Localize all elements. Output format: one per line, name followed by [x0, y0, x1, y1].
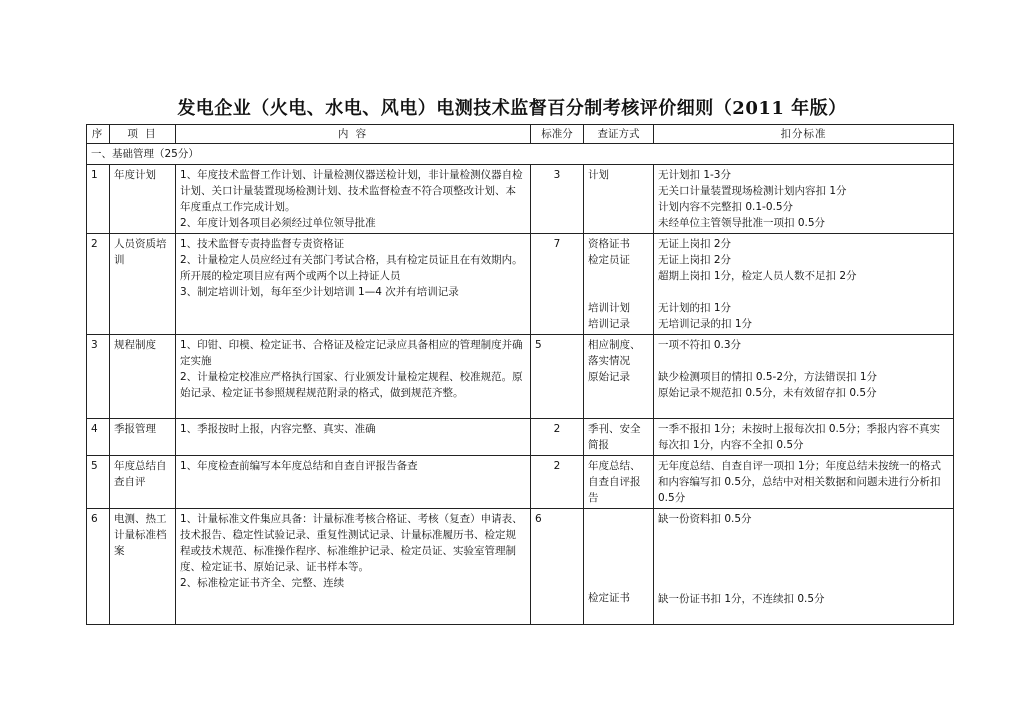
content-line: 2、计量检定校准应严格执行国家、行业颁发计量检定规程、校准规范。原始记录、检定证书参照规程规范附录的格式，做到规范齐整。	[180, 371, 523, 399]
row-content	[176, 419, 531, 456]
row-score: 5	[531, 335, 584, 419]
method-line: 培训记录	[588, 318, 630, 330]
row-method	[584, 509, 654, 625]
method-line: 计划	[588, 169, 609, 181]
row-seq: 5	[87, 456, 110, 509]
row-score: 7	[531, 234, 584, 335]
row-score: 3	[531, 165, 584, 234]
table-row	[87, 419, 954, 456]
row-method	[584, 165, 654, 234]
table-row	[87, 234, 954, 335]
content-line: 1、季报按时上报，内容完整、真实、准确	[180, 423, 376, 435]
method-line: 季刊、安全简报	[588, 423, 641, 451]
row-score: 2	[531, 456, 584, 509]
evaluation-table	[86, 124, 954, 625]
content-line: 1、技术监督专责持监督专责资格证	[180, 238, 345, 250]
deduct-line: 计划内容不完整扣 0.1-0.5分	[658, 201, 794, 213]
header-content: 内 容	[176, 125, 531, 144]
method-line: 年度总结、自查自评报告	[588, 460, 641, 504]
method-line: 资格证书	[588, 238, 630, 250]
row-item: 人员资质培训	[110, 234, 176, 335]
table-row	[87, 335, 954, 419]
content-line: 1、计量标准文件集应具备：计量标准考核合格证、考核（复查）申请表、技术报告、稳定性试验记录、重复性测试记录、计量标准履历书、检定规程或技术规范、标准操作程序、标准维护记录、检定员证、实验室管理制度、检定证书、原始记录、证书样本等。	[180, 513, 523, 573]
deduct-line: 无证上岗扣 2分	[658, 238, 732, 250]
row-score: 6	[531, 509, 584, 625]
content-line: 2、标准检定证书齐全、完整、连续	[180, 577, 345, 589]
method-line: 培训计划	[588, 302, 630, 314]
table-row	[87, 509, 954, 625]
content-line: 3、制定培训计划，每年至少计划培训 1—4 次并有培训记录	[180, 286, 459, 298]
method-line: 相应制度、落实情况	[588, 339, 641, 367]
deduct-line: 原始记录不规范扣 0.5分，未有效留存扣 0.5分	[658, 387, 877, 399]
row-deduct	[654, 234, 954, 335]
deduct-line: 一项不符扣 0.3分	[658, 339, 742, 351]
method-line: 检定员证	[588, 254, 630, 266]
row-deduct	[654, 509, 954, 625]
deduct-line: 无培训记录的扣 1分	[658, 318, 753, 330]
row-deduct	[654, 335, 954, 419]
row-method	[584, 234, 654, 335]
content-line: 1、年度检查前编写本年度总结和自查自评报告备查	[180, 460, 418, 472]
row-seq: 2	[87, 234, 110, 335]
row-method	[584, 456, 654, 509]
row-seq: 6	[87, 509, 110, 625]
deduct-line: 无关口计量装置现场检测计划内容扣 1分	[658, 185, 847, 197]
page-title: 发电企业（火电、水电、风电）电测技术监督百分制考核评价细则（2011 年版）	[177, 98, 847, 119]
row-item: 年度总结自查自评	[110, 456, 176, 509]
header-seq: 序	[87, 125, 110, 144]
method-line: 检定证书	[588, 592, 630, 604]
row-content	[176, 234, 531, 335]
deduct-line: 缺一份资料扣 0.5分	[658, 513, 752, 525]
row-content	[176, 509, 531, 625]
table-row	[87, 165, 954, 234]
content-line: 2、计量检定人员应经过有关部门考试合格，具有检定员证且在有效期内。所开展的检定项目应有两个或两个以上持证人员	[180, 254, 523, 282]
row-deduct	[654, 456, 954, 509]
deduct-line: 无计划扣 1-3分	[658, 169, 731, 181]
row-seq: 4	[87, 419, 110, 456]
row-item: 年度计划	[110, 165, 176, 234]
row-seq: 3	[87, 335, 110, 419]
deduct-line: 无年度总结、自查自评一项扣 1分；年度总结未按统一的格式和内容编写扣 0.5分，总结中对相关数据和问题未进行分析扣 0.5分	[658, 460, 942, 504]
table-row	[87, 456, 954, 509]
header-item: 项 目	[110, 125, 176, 144]
header-score: 标准分	[531, 125, 584, 144]
deduct-line: 未经单位主管领导批准一项扣 0.5分	[658, 217, 826, 229]
table-header-row	[87, 125, 954, 144]
row-method	[584, 335, 654, 419]
section-title: 一、基础管理（25分）	[87, 144, 954, 165]
header-deduct: 扣分标准	[654, 125, 954, 144]
deduct-line: 无计划的扣 1分	[658, 302, 732, 314]
row-item: 季报管理	[110, 419, 176, 456]
row-score: 2	[531, 419, 584, 456]
deduct-line: 一季不报扣 1分；未按时上报每次扣 0.5分；季报内容不真实每次扣 1分，内容不全扣 0.5分	[658, 423, 941, 451]
method-line: 原始记录	[588, 371, 630, 383]
row-item: 电测、热工计量标准档案	[110, 509, 176, 625]
header-method: 查证方式	[584, 125, 654, 144]
row-content	[176, 456, 531, 509]
row-item: 规程制度	[110, 335, 176, 419]
row-seq: 1	[87, 165, 110, 234]
row-deduct	[654, 165, 954, 234]
content-line: 2、年度计划各项目必须经过单位领导批准	[180, 217, 376, 229]
deduct-line: 超期上岗扣 1分，检定人员人数不足扣 2分	[658, 270, 857, 282]
row-content	[176, 165, 531, 234]
row-deduct	[654, 419, 954, 456]
deduct-line: 无证上岗扣 2分	[658, 254, 732, 266]
deduct-line: 缺一份证书扣 1分，不连续扣 0.5分	[658, 593, 825, 605]
section-row	[87, 144, 954, 165]
deduct-line: 缺少检测项目的情扣 0.5-2分，方法错误扣 1分	[658, 371, 878, 383]
content-line: 1、印钳、印模、检定证书、合格证及检定记录应具备相应的管理制度并确定实施	[180, 339, 523, 367]
content-line: 1、年度技术监督工作计划、计量检测仪器送检计划，非计量检测仪器自检计划、关口计量装置现场检测计划、技术监督检查不符合项整改计划、本年度重点工作完成计划。	[180, 169, 523, 213]
row-method	[584, 419, 654, 456]
row-content	[176, 335, 531, 419]
